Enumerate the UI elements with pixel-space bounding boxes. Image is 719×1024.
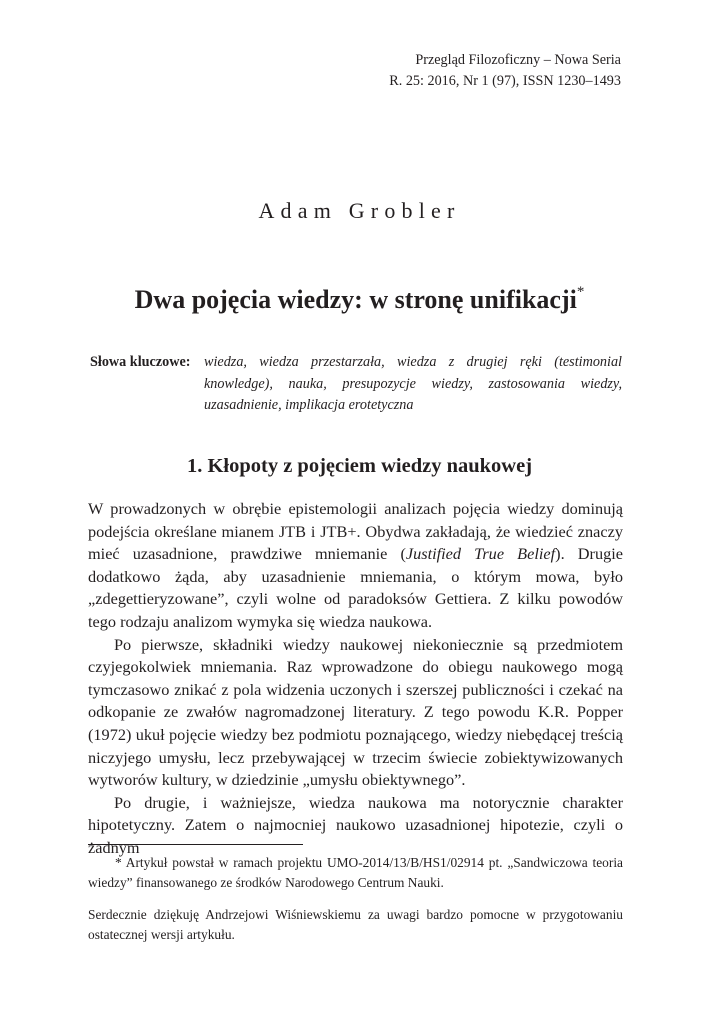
keywords-text: wiedza, wiedza przestarzała, wiedza z drugiej ręki (testimonial knowledge), nauka, presupozycje wiedzy, zastosowania wiedzy, uzasadnienie, implikacja erotetyczna [204,354,622,413]
article-title [0,285,719,315]
journal-issue: R. 25: 2016, Nr 1 (97), ISSN 1230–1493 [389,73,621,89]
paragraph-1 [88,498,623,634]
paragraph-1-part-a: W prowadzonych w obrębie epistemologii analizach pojęcia wiedzy dominują podejścia określane mianem JTB i JTB+. Obydwa zakładają, że wiedzieć znaczy mieć uzasadnione, prawdziwe mniemanie ( [88,499,623,564]
footnote-1: * Artykuł powstał w ramach projektu UMO-2014/13/B/HS1/02914 pt. „Sandwiczowa teoria wiedzy” finansowanego ze środków Narodowego Centrum Nauki. [88,855,623,890]
journal-name: Przegląd Filozoficzny – Nowa Seria [415,52,621,68]
keywords-block [90,352,622,417]
footnote-2: Serdecznie dziękuję Andrzejowi Wiśniewskiemu za uwagi bardzo pomocne w przygotowaniu ostatecznej wersji artykułu. [88,907,623,942]
section-heading: 1. Kłopoty z pojęciem wiedzy naukowej [186,455,533,477]
author-name: Adam Grobler [258,198,461,223]
journal-header [389,50,621,92]
paragraph-2: Po pierwsze, składniki wiedzy naukowej niekoniecznie są przedmiotem czyjegokolwiek mniemania. Raz wprowadzone do obiegu naukowego mogą tymczasowo znikać z pola widzenia uczonych i szerszej publiczności i czekać na odkopanie ze zwałów nagromadzonej literatury. Z tego powodu K.R. Popper (1972) ukuł pojęcie wiedzy bez podmiotu poznającego, wiedzy niebędącej treścią niczyjego umysłu, lecz przebywającej w trzecim świecie zobiektywizowanych wytworów kultury, w dziedzinie „umysłu obiektywnego”. [88,634,623,790]
footnotes [88,853,623,945]
keywords-label: Słowa kluczowe: [90,354,191,370]
footnote-divider [88,844,303,845]
body-text [88,498,623,860]
article-title-text: Dwa pojęcia wiedzy: w stronę unifikacji [134,285,577,314]
paragraph-1-emphasis: Justified True Belief [405,544,556,564]
paragraph-1-part-b: ). Drugie dodatkowo żąda, aby uzasadnienie mniemania, o którym mowa, było „zdegettieryzowane”, czyli wolne od paradoksów Gettiera. Z kilku powodów tego rodzaju analizom wymyka się wiedza naukowa. [88,544,623,631]
paragraph-3: Po drugie, i ważniejsze, wiedza naukowa ma notorycznie charakter hipotetyczny. Zatem o najmocniej naukowo uzasadnionej hipotezie, czyli o żadnym [88,792,623,857]
title-footnote-mark[interactable]: * [576,284,585,301]
